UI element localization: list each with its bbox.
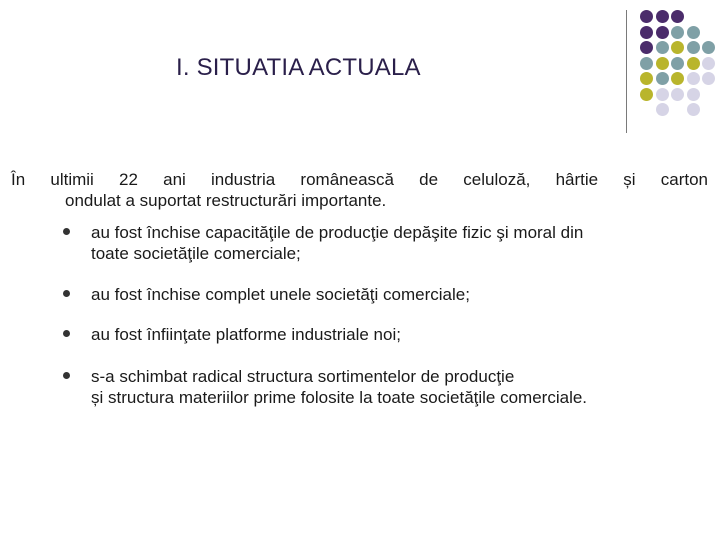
decorative-dot [671, 26, 684, 39]
bullet-text-line-2: și structura materiilor prime folosite la toate societăţile comerciale. [91, 388, 588, 407]
decorative-dot [702, 72, 715, 85]
bullet-text-line-1: au fost înfiinţate platforme industriale noi; [91, 325, 401, 344]
decorative-dot [656, 10, 669, 23]
decorative-dot [656, 26, 669, 39]
decorative-dot [656, 72, 669, 85]
decorative-dot [640, 88, 653, 101]
bullet-item [91, 284, 691, 305]
decorative-dot [656, 103, 669, 116]
decorative-dot [702, 41, 715, 54]
decorative-dot [656, 88, 669, 101]
bullet-marker-icon [63, 372, 70, 379]
decorative-dot [640, 72, 653, 85]
bullet-item [91, 366, 691, 408]
decorative-dot [640, 26, 653, 39]
decorative-dot [687, 41, 700, 54]
decorative-dot [656, 41, 669, 54]
decorative-dot-grid [640, 10, 720, 120]
decorative-dot [702, 57, 715, 70]
bullet-item [91, 222, 691, 264]
intro-paragraph [11, 169, 708, 211]
decorative-dot [656, 57, 669, 70]
bullet-text-line-1: au fost închise capacităţile de producţie depăşite fizic şi moral din [91, 223, 584, 242]
slide-title: I. SITUATIA ACTUALA [176, 54, 421, 81]
decorative-dot [671, 41, 684, 54]
bullet-text-line-1: s-a schimbat radical structura sortimentelor de producţie [91, 367, 515, 386]
decorative-dot [687, 72, 700, 85]
bullet-text-line-2: toate societăţile comerciale; [91, 244, 301, 263]
decorative-dot [671, 57, 684, 70]
decorative-dot [687, 26, 700, 39]
decorative-dot [671, 72, 684, 85]
decorative-dot [671, 10, 684, 23]
bullet-marker-icon [63, 290, 70, 297]
decorative-dot [640, 41, 653, 54]
bullet-marker-icon [63, 228, 70, 235]
decorative-dot [687, 57, 700, 70]
decorative-dot [687, 88, 700, 101]
bullet-item [91, 324, 691, 345]
intro-line-1: În ultimii 22 ani industria românească de celuloză, hârtie și carton [11, 170, 708, 189]
intro-line-2: ondulat a suportat restructurări importante. [65, 191, 387, 210]
bullet-text-line-1: au fost închise complet unele societăţi comerciale; [91, 285, 470, 304]
decorative-dot [640, 10, 653, 23]
decorative-dot [640, 57, 653, 70]
title-divider-line [626, 10, 627, 133]
decorative-dot [687, 103, 700, 116]
decorative-dot [671, 88, 684, 101]
bullet-marker-icon [63, 330, 70, 337]
